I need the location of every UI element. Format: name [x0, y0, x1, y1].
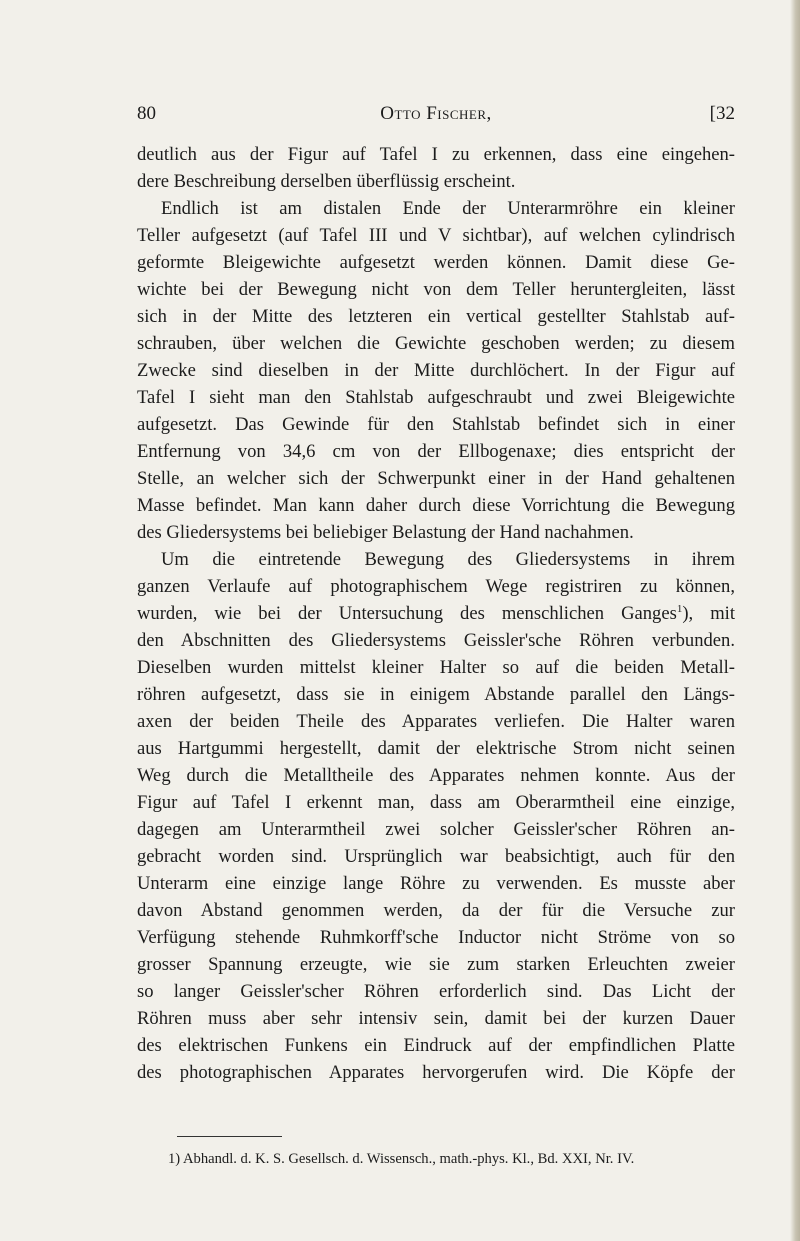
text-line: röhren aufgesetzt, dass sie in einigem Abstande parallel den Längs-: [137, 684, 735, 705]
page-edge-shadow: [790, 0, 800, 1241]
text-line: Entfernung von 34,6 cm von der Ellbogenaxe; dies entspricht der: [137, 441, 735, 462]
text-line: grosser Spannung erzeugte, wie sie zum starken Erleuchten zweier: [137, 954, 735, 975]
text-line: Um die eintretende Bewegung des Gliedersystems in ihrem: [161, 549, 735, 570]
body-text: [137, 141, 735, 1086]
text-line: Zwecke sind dieselben in der Mitte durchlöchert. In der Figur auf: [137, 360, 735, 381]
footnote: 1) Abhandl. d. K. S. Gesellsch. d. Wissensch., math.-phys. Kl., Bd. XXI, Nr. IV.: [168, 1151, 635, 1167]
text-line: Figur auf Tafel I erkennt man, dass am Oberarmtheil eine einzige,: [137, 792, 735, 813]
footnote-reference: 1: [676, 603, 683, 615]
text-line: so langer Geissler'scher Röhren erforderlich sind. Das Licht der: [137, 981, 735, 1002]
text-line: Tafel I sieht man den Stahlstab aufgeschraubt und zwei Bleigewichte: [137, 387, 735, 408]
text-line: sich in der Mitte des letzteren ein vertical gestellter Stahlstab auf-: [137, 306, 735, 327]
text-line: des elektrischen Funkens ein Eindruck auf der empfindlichen Platte: [137, 1035, 735, 1056]
text-fragment: wurden, wie bei der Untersuchung des menschlichen Ganges: [137, 603, 677, 624]
text-line: wichte bei der Bewegung nicht von dem Teller heruntergleiten, lässt: [137, 279, 735, 300]
text-line: Dieselben wurden mittelst kleiner Halter so auf die beiden Metall-: [137, 657, 735, 678]
text-line: axen der beiden Theile des Apparates verliefen. Die Halter waren: [137, 711, 735, 732]
text-line: ganzen Verlaufe auf photographischem Wege registriren zu können,: [137, 576, 735, 597]
text-line: schrauben, über welchen die Gewichte geschoben werden; zu diesem: [137, 333, 735, 354]
footnote-rule: [177, 1136, 282, 1137]
text-line: dere Beschreibung derselben überflüssig erscheint.: [137, 171, 516, 192]
running-title: Otto Fischer,: [380, 103, 492, 124]
text-line: Röhren muss aber sehr intensiv sein, damit bei der kurzen Dauer: [137, 1008, 735, 1029]
text-line: Masse befindet. Man kann daher durch diese Vorrichtung die Bewegung: [137, 495, 735, 516]
text-line: Stelle, an welcher sich der Schwerpunkt einer in der Hand gehaltenen: [137, 468, 735, 489]
text-line: des Gliedersystems bei beliebiger Belastung der Hand nachahmen.: [137, 522, 634, 543]
section-marker: [32: [709, 103, 735, 124]
text-line: Endlich ist am distalen Ende der Unterarmröhre ein kleiner: [161, 198, 735, 219]
text-line: Unterarm eine einzige lange Röhre zu verwenden. Es musste aber: [137, 873, 735, 894]
text-line: Teller aufgesetzt (auf Tafel III und V sichtbar), auf welchen cylindrisch: [137, 225, 735, 246]
text-line: Verfügung stehende Ruhmkorff'sche Inductor nicht Ströme von so: [137, 927, 735, 948]
text-fragment: ), mit: [682, 603, 735, 624]
running-header: [137, 103, 735, 127]
page-number: 80: [137, 103, 156, 124]
text-line: dagegen am Unterarmtheil zwei solcher Geissler'scher Röhren an-: [137, 819, 735, 840]
text-line: aus Hartgummi hergestellt, damit der elektrische Strom nicht seinen: [137, 738, 735, 759]
text-line-with-footnote-ref: [137, 600, 735, 627]
text-line: Weg durch die Metalltheile des Apparates nehmen konnte. Aus der: [137, 765, 735, 786]
text-line: den Abschnitten des Gliedersystems Geissler'sche Röhren verbunden.: [137, 630, 735, 651]
text-line: des photographischen Apparates hervorgerufen wird. Die Köpfe der: [137, 1062, 735, 1083]
text-line: davon Abstand genommen werden, da der für die Versuche zur: [137, 900, 735, 921]
text-line: aufgesetzt. Das Gewinde für den Stahlstab befindet sich in einer: [137, 414, 735, 435]
text-line: gebracht worden sind. Ursprünglich war beabsichtigt, auch für den: [137, 846, 735, 867]
text-line: geformte Bleigewichte aufgesetzt werden können. Damit diese Ge-: [137, 252, 735, 273]
text-line: deutlich aus der Figur auf Tafel I zu erkennen, dass eine eingehen-: [137, 144, 735, 165]
